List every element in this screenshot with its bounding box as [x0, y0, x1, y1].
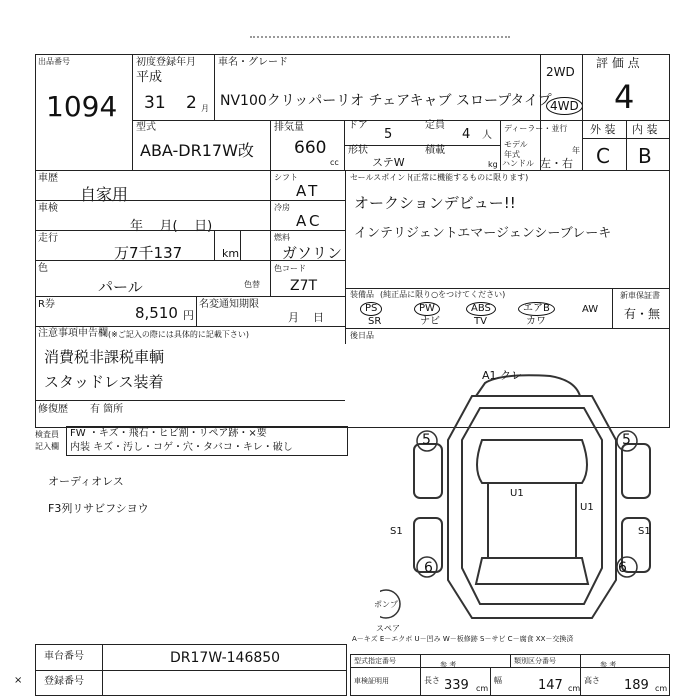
cat-label: 類別区分番号	[514, 657, 556, 665]
reg-label: 初度登録年月	[136, 57, 196, 68]
damage-legend: A－キズ E－エクボ U－凹み W－板修跡 S－サビ C－腐食 XX－交換済	[352, 635, 574, 643]
doors-value: 5	[384, 127, 393, 142]
engine-unit: cc	[330, 158, 339, 167]
notes-line2: スタッドレス装着	[44, 373, 164, 391]
equip-leather: カワ	[526, 316, 546, 327]
diagram-top-note: A1 クレ	[482, 369, 523, 382]
length-value: 339	[444, 678, 469, 693]
sales-sub: (正常に機能するものに限ります)	[410, 173, 529, 182]
hand-note-2: F3列リサビフシヨウ	[48, 502, 149, 515]
diag-label-rr: 6	[618, 560, 627, 576]
inspection-label: 車検	[38, 203, 58, 214]
color-code: Z7T	[290, 278, 318, 294]
history-value: 自家用	[80, 185, 129, 204]
color-code-title: 色コード	[274, 264, 306, 273]
length-unit: cm	[476, 684, 489, 693]
warranty-label: 新車保証書	[620, 291, 660, 300]
diag-label-fr: 5	[622, 432, 631, 448]
ext-label: 外 装	[590, 123, 616, 136]
capacity-unit: 人	[482, 130, 492, 141]
inspector-row2: 内装 キズ・汚し・コゲ・穴・タバコ・キレ・破し	[70, 442, 293, 453]
damage-diagram	[380, 368, 670, 640]
spare-sub: スペア	[376, 624, 400, 633]
engine-value: 660	[294, 138, 327, 158]
hand-note-1: オーディオレス	[48, 475, 124, 488]
chassis-label: 車台番号	[44, 651, 84, 662]
sales-line2: インテリジェントエマージェンシーブレーキ	[354, 226, 612, 241]
fuel-value: ガソリン	[282, 244, 343, 262]
x-mark: ×	[14, 675, 23, 686]
shift-label: シフト	[274, 173, 298, 182]
equip-navi: ナビ	[420, 316, 440, 327]
reg-year: 31	[144, 93, 166, 113]
color-value: パール	[98, 278, 143, 296]
recycle-label: R券	[38, 299, 55, 310]
recycle-unit: 円	[183, 309, 194, 322]
rear-label: 後日品	[350, 331, 374, 340]
width-value: 147	[538, 678, 563, 693]
equip-tv: TV	[474, 316, 487, 327]
width-unit: cm	[568, 684, 581, 693]
sales-label: セールスポイント	[350, 173, 414, 182]
diag-label-sr: S1	[638, 526, 651, 537]
lot-number: 1094	[46, 90, 118, 123]
mileage-unit: km	[222, 247, 240, 260]
width-label: 幅	[494, 676, 502, 685]
inspection-text: 年 月( 日)	[130, 219, 213, 234]
lot-label: 出品番号	[38, 57, 70, 66]
warranty-value: 有・無	[624, 307, 661, 321]
header-dots	[250, 36, 510, 48]
load-label: 積載	[425, 145, 445, 156]
ac-label: 冷房	[274, 203, 290, 212]
inspector-label-1: 検査員	[35, 430, 59, 439]
height-label: 高さ	[584, 676, 600, 685]
score-label: 評 価 点	[596, 56, 640, 70]
model-value: ABA-DR17W改	[140, 141, 254, 160]
shape-label: 形状	[348, 145, 368, 156]
car-name: NV100クリッパーリオ チェアキャブ スロープタイプ	[220, 93, 552, 109]
equip-label: 装備品	[350, 290, 374, 299]
notes-label: 注意事項申告欄	[38, 328, 108, 339]
repair-label: 修復歴	[38, 404, 68, 415]
car-label: 車名・グレード	[218, 57, 288, 68]
diag-label-sl: S1	[390, 526, 403, 537]
int-grade: B	[638, 144, 652, 168]
dealer-year: モデル年式	[504, 140, 528, 159]
tax-text: 月 日	[288, 311, 324, 324]
chassis-value: DR17W-146850	[170, 650, 281, 666]
score-value: 4	[614, 78, 635, 116]
equip-pw: PW	[414, 302, 440, 316]
reg-era: 平成	[136, 70, 163, 85]
repair-text: 有 箇所	[90, 404, 124, 415]
equip-sr: SR	[368, 316, 382, 327]
equip-abs: ABS	[466, 302, 496, 316]
shift-value: AT	[296, 182, 321, 200]
doors-label: ドア	[348, 120, 368, 131]
notes-line1: 消費税非課税車輌	[44, 348, 165, 366]
engine-label: 排気量	[274, 122, 304, 133]
fuel-label: 燃料	[274, 233, 290, 242]
diag-label-fl: 5	[422, 432, 431, 448]
cert-label: 型式指定番号	[354, 657, 396, 665]
length-label: 長さ	[424, 676, 440, 685]
handle-label: ハンドル	[502, 159, 534, 168]
register-label: 登録番号	[44, 676, 84, 687]
reg-month-unit: 月	[201, 104, 209, 113]
tax-label: 名変通知期限	[199, 299, 259, 310]
ext-grade: C	[596, 144, 610, 168]
ac-value: AC	[296, 212, 323, 230]
model-label: 型式	[136, 122, 156, 133]
history-label: 車歴	[38, 173, 58, 184]
color-change-label: 色替	[244, 280, 260, 289]
inspector-label-2: 記入欄	[35, 442, 59, 451]
reg-month: 2	[186, 93, 197, 113]
diag-label-right: U1	[580, 502, 594, 513]
capacity-label: 定員	[425, 120, 445, 131]
notes-sub: (※ご記入の際には具体的に記載下さい)	[108, 330, 249, 339]
equip-airbag: エアB	[518, 302, 555, 316]
ref-label-1: 参 考	[440, 661, 457, 669]
spare-label: ポンプ	[374, 600, 398, 609]
dealer-year-unit: 年	[572, 146, 580, 155]
int-label: 内 装	[632, 123, 658, 136]
height-value: 189	[624, 678, 649, 693]
equip-aw: AW	[582, 304, 599, 315]
equip-ps: PS	[360, 302, 382, 316]
recycle-value: 8,510	[135, 304, 178, 322]
height-unit: cm	[655, 684, 668, 693]
sales-line1: オークションデビュー!!	[354, 194, 516, 212]
drive-2wd: 2WD	[546, 65, 575, 79]
dealer-label: ディーラー・並行	[504, 124, 568, 133]
capacity-value: 4	[462, 127, 471, 142]
diag-label-rl: 6	[424, 560, 433, 576]
equip-sub: (純正品に限り○をつけてください)	[380, 290, 506, 299]
diag-label-roof: U1	[510, 488, 524, 499]
size-label: 車検証明用	[354, 677, 389, 685]
load-unit: kg	[488, 160, 498, 169]
mileage-value: 万7千137	[114, 244, 183, 262]
mileage-label: 走行	[38, 233, 58, 244]
inspector-row1: FW ・キズ・飛石・ヒビ割・リペア跡・×要	[70, 428, 267, 439]
ref-label-2: 参 考	[600, 661, 617, 669]
color-label: 色	[38, 263, 48, 274]
drive-4wd: 4WD	[546, 97, 583, 115]
shape-value: ステW	[372, 156, 405, 169]
handle-value: 左・右	[540, 157, 573, 170]
